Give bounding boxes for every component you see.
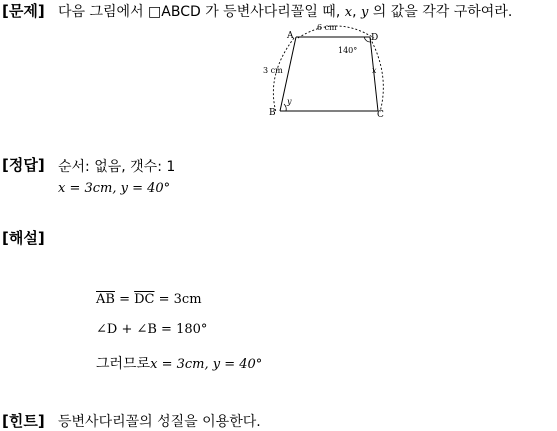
trapezoid-figure <box>258 20 398 120</box>
solution-line-3-math: x = 3cm, y = 40° <box>150 357 263 372</box>
vertex-b-label: B <box>269 108 276 118</box>
hint-text: 등변사다리꼴의 성질을 이용한다. <box>58 414 261 430</box>
problem-comma: , <box>352 4 361 20</box>
segment-dc: $\overline{DC}$ <box>134 292 155 307</box>
top-length-label: 6 cm <box>317 23 337 32</box>
problem-text <box>58 1 512 21</box>
problem-var-y: y <box>360 5 369 20</box>
left-length-label: 3 cm <box>263 66 283 75</box>
var-x-label: x <box>372 66 377 75</box>
hint-tag: [힌트] <box>2 412 45 430</box>
solution-tag: [해설] <box>2 229 45 247</box>
answer-tag: [정답] <box>2 156 45 174</box>
problem-tag: [문제] <box>2 2 45 20</box>
problem-text-after: 의 값을 각각 구하여라. <box>368 4 513 20</box>
problem-text-before: 다음 그림에서 □ABCD 가 등변사다리꼴일 때, <box>58 4 345 20</box>
solution-line-1 <box>96 292 202 307</box>
solution-line-2: ∠D + ∠B = 180° <box>96 322 208 337</box>
equals-1: = <box>114 292 135 307</box>
answer-order-text: 순서: 없음, 갯수: 1 <box>58 159 176 175</box>
vertex-d-label: D <box>371 33 379 43</box>
solution-line-3-prefix: 그러므로 <box>96 356 151 372</box>
vertex-a-label: A <box>287 31 294 41</box>
segment-ab: $\overline{AB}$ <box>96 292 115 307</box>
equals-2: = 3cm <box>154 292 202 307</box>
problem-var-x: x <box>344 5 353 20</box>
var-y-label: y <box>287 97 292 106</box>
answer-value: x = 3cm, y = 40° <box>58 181 171 196</box>
angle-d-arc <box>364 37 370 42</box>
angle-b-arc <box>284 104 286 111</box>
angle-d-label: 140° <box>338 46 358 55</box>
vertex-c-label: C <box>377 110 384 120</box>
solution-line-3 <box>96 353 262 373</box>
